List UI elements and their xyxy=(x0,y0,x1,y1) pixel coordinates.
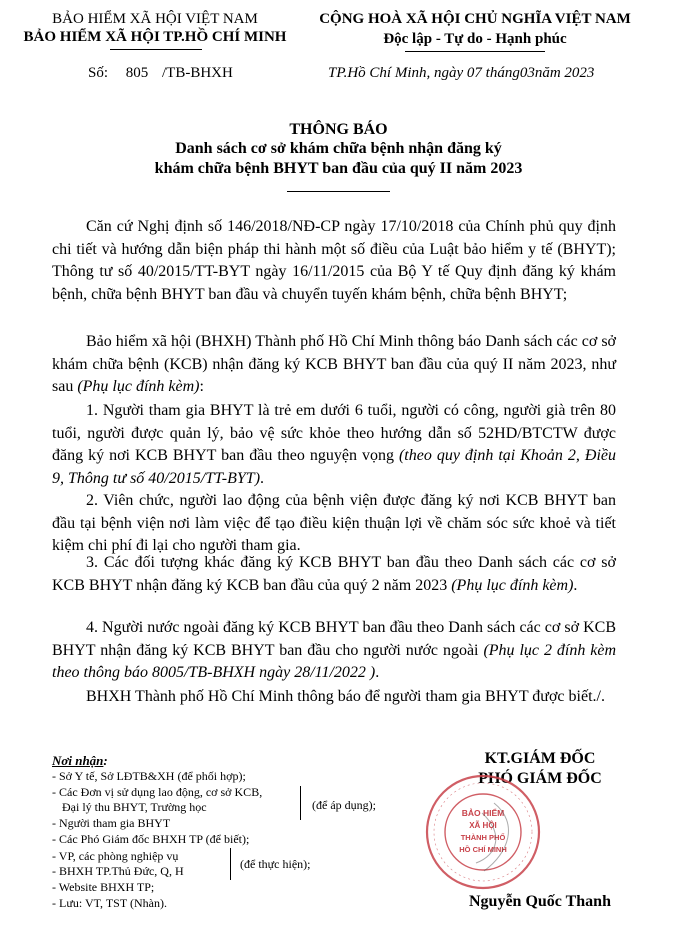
recipient-56-note: (để thực hiện); xyxy=(240,857,311,871)
stamp-text-top: BẢO HIỂM xyxy=(461,808,505,818)
recipient-1: - Sở Y tế, Sở LĐTB&XH (để phối hợp); xyxy=(52,769,246,783)
paragraph-item-2: 2. Viên chức, người lao động của bệnh viện được đăng ký nơi KCB BHYT ban đầu tại bệnh viện nơi làm việc để tạo điều kiện thuận lợi về chăm sóc sức khoẻ và tiết kiệm chi phí đi lại cho người tham gia. xyxy=(52,492,616,554)
recipients-heading xyxy=(52,754,108,768)
recipient-2b: Đại lý thu BHYT, Trường học xyxy=(62,800,207,814)
recipients-heading-colon: : xyxy=(103,753,108,768)
number-label: Số: xyxy=(88,65,109,81)
agency-name: BẢO HIỂM XÃ HỘI TP.HỒ CHÍ MINH xyxy=(23,29,287,45)
document-subtitle-1: Danh sách cơ sở khám chữa bệnh nhận đăng ký xyxy=(175,140,502,157)
item-4-end: . xyxy=(375,664,380,681)
title-underline xyxy=(287,191,390,192)
announcement-end: : xyxy=(199,378,204,395)
recipient-7: - Website BHXH TP; xyxy=(52,880,155,894)
item-1-text: 1. Người tham gia BHYT là trẻ em dưới 6 tuổi, người có công, người già trên 80 tuổi, người được quản lý, bảo vệ sức khỏe theo hướng dẫn số 52HD/BTCTW được đăng ký nơi KCB BHYT ban đầu theo nguyện vọng xyxy=(52,402,616,464)
place-date: TP.Hồ Chí Minh, ngày 07 tháng03năm 2023 xyxy=(328,65,595,81)
signature-title-2: PHÓ GIÁM ĐỐC xyxy=(478,770,602,787)
recipient-2a: - Các Đơn vị sử dụng lao động, cơ sở KCB, xyxy=(52,785,263,799)
paragraph-closing: BHXH Thành phố Hồ Chí Minh thông báo để người tham gia BHYT được biết./. xyxy=(86,688,605,705)
document-title: THÔNG BÁO xyxy=(289,121,388,138)
nation-title: CỘNG HOÀ XÃ HỘI CHỦ NGHĨA VIỆT NAM xyxy=(319,11,631,27)
paragraph-announcement xyxy=(52,331,616,399)
recipient-8: - Lưu: VT, TST (Nhàn). xyxy=(52,896,167,910)
recipient-3: - Người tham gia BHYT xyxy=(52,816,171,830)
item-3-appendix: (Phụ lục đính kèm) xyxy=(451,576,574,594)
document-number xyxy=(88,65,233,82)
recipient-2-note: (để áp dụng); xyxy=(312,798,376,812)
paragraph-legal-basis: Căn cứ Nghị định số 146/2018/NĐ-CP ngày 17/10/2018 của Chính phủ quy định chi tiết và hướng dẫn biện pháp thi hành một số điều của Luật bảo hiểm y tế (BHYT); Thông tư số 40/2015/TT-BYT ngày 16/11/2015 của Bộ Y tế Quy định đăng ký khám bệnh, chữa bệnh BHYT ban đầu và chuyển tuyến khám bệnh, chữa bệnh BHYT; xyxy=(52,218,616,303)
item-4-appendix: (Phụ lục 2 đính kèm theo thông báo 8005/TB-BHXH ngày 28/11/2022 ) xyxy=(52,641,616,681)
item-3-text: 3. Các đối tượng khác đăng ký KCB BHYT ban đầu theo Danh sách các cơ sở KCB BHYT nhận đăng ký KCB ban đầu của quý 2 năm 2023 xyxy=(52,554,616,594)
recipients-heading-label: Nơi nhận xyxy=(52,753,104,768)
agency-parent: BẢO HIỂM XÃ HỘI VIỆT NAM xyxy=(52,11,258,27)
signature-title-1: KT.GIÁM ĐỐC xyxy=(484,750,596,767)
recipient-brace-1 xyxy=(296,786,301,820)
number-suffix: /TB-BHXH xyxy=(162,65,233,81)
stamp-text-mid2: THÀNH PHỐ xyxy=(460,833,506,842)
announcement-text: Bảo hiểm xã hội (BHXH) Thành phố Hồ Chí Minh thông báo Danh sách các cơ sở khám chữa bệnh (KCB) nhận đăng ký KCB BHYT ban đầu của quý II năm 2023, như sau xyxy=(52,333,616,395)
motto-underline xyxy=(405,51,545,52)
item-1-reference: (theo quy định tại Khoản 2, Điều 9, Thông tư số 40/2015/TT-BYT) xyxy=(52,447,616,487)
announcement-appendix: (Phụ lục đính kèm) xyxy=(77,378,200,395)
motto: Độc lập - Tự do - Hạnh phúc xyxy=(383,31,567,47)
recipient-brace-2 xyxy=(226,848,231,880)
recipient-6: - BHXH TP.Thủ Đức, Q, H xyxy=(52,864,184,878)
item-4-text: 4. Người nước ngoài đăng ký KCB BHYT ban đầu theo Danh sách các cơ sở KCB BHYT nhận đăng ký KCB BHYT ban đầu cho người nước ngoài xyxy=(52,619,616,659)
stamp-text-mid1: XÃ HỘI xyxy=(469,821,497,830)
stamp-text-bottom: HỒ CHÍ MINH xyxy=(459,845,507,854)
recipient-5: - VP, các phòng nghiệp vụ xyxy=(52,849,179,863)
item-3-end: . xyxy=(573,576,578,594)
item-1-end: . xyxy=(260,469,265,487)
paragraph-item-4 xyxy=(52,617,616,685)
agency-underline xyxy=(110,49,202,50)
official-stamp xyxy=(424,773,542,891)
paragraph-item-1 xyxy=(52,400,616,490)
document-subtitle-2: khám chữa bệnh BHYT ban đầu của quý II năm 2023 xyxy=(154,160,523,177)
recipient-4: - Các Phó Giám đốc BHXH TP (để biết); xyxy=(52,832,250,846)
signatory-name: Nguyễn Quốc Thanh xyxy=(469,893,611,910)
number-value: 805 xyxy=(125,65,149,81)
paragraph-item-3 xyxy=(52,552,616,597)
